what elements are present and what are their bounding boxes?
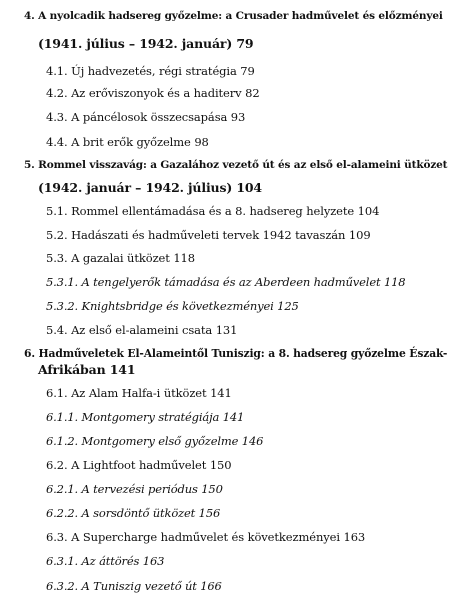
section-5-4: 5.4. Az első el-alameini csata 131 <box>46 323 238 337</box>
subsection-6-3-2: 6.3.2. A Tuniszig vezető út 166 <box>46 579 222 593</box>
subsection-6-1-2: 6.1.2. Montgomery első győzelme 146 <box>46 434 264 448</box>
subsection-6-3-1: 6.3.1. Az áttörés 163 <box>46 554 165 568</box>
subsection-5-3-1: 5.3.1. A tengelyerők támadása és az Aberdeen hadművelet 118 <box>46 275 406 289</box>
section-6-1: 6.1. Az Alam Halfa-i ütközet 141 <box>46 386 232 400</box>
section-5-1: 5.1. Rommel ellentámadása és a 8. hadsereg helyzete 104 <box>46 204 380 218</box>
subsection-6-2-2: 6.2.2. A sorsdöntő ütközet 156 <box>46 506 221 520</box>
section-4-4: 4.4. A brit erők győzelme 98 <box>46 135 209 149</box>
chapter-6-title-cont: Afrikában 141 <box>38 362 136 377</box>
section-5-3: 5.3. A gazalai ütközet 118 <box>46 251 195 265</box>
chapter-4-title: 4. A nyolcadik hadsereg győzelme: a Crusader hadművelet és előzményei <box>24 10 443 22</box>
section-5-2: 5.2. Hadászati és hadműveleti tervek 1942 tavaszán 109 <box>46 228 371 242</box>
chapter-6-title: 6. Hadműveletek El-Alameintől Tuniszig: a 8. hadsereg győzelme Észak- <box>24 347 448 360</box>
section-4-1: 4.1. Új hadvezetés, régi stratégia 79 <box>46 64 255 78</box>
subsection-6-1-1: 6.1.1. Montgomery stratégiája 141 <box>46 410 245 424</box>
section-6-2: 6.2. A Lightfoot hadművelet 150 <box>46 458 232 472</box>
section-4-2: 4.2. Az erőviszonyok és a haditerv 82 <box>46 86 260 100</box>
section-6-3: 6.3. A Supercharge hadművelet és következményei 163 <box>46 530 366 544</box>
chapter-5-dates: (1942. január – 1942. július) 104 <box>38 180 262 195</box>
subsection-6-2-1: 6.2.1. A tervezési periódus 150 <box>46 482 223 496</box>
subsection-5-3-2: 5.3.2. Knightsbridge és következményei 125 <box>46 299 299 313</box>
chapter-5-title: 5. Rommel visszavág: a Gazalához vezető út és az első el-alameini ütközet <box>24 159 448 171</box>
section-4-3: 4.3. A páncélosok összecsapása 93 <box>46 110 246 124</box>
chapter-4-dates: (1941. július – 1942. január) 79 <box>38 36 254 51</box>
